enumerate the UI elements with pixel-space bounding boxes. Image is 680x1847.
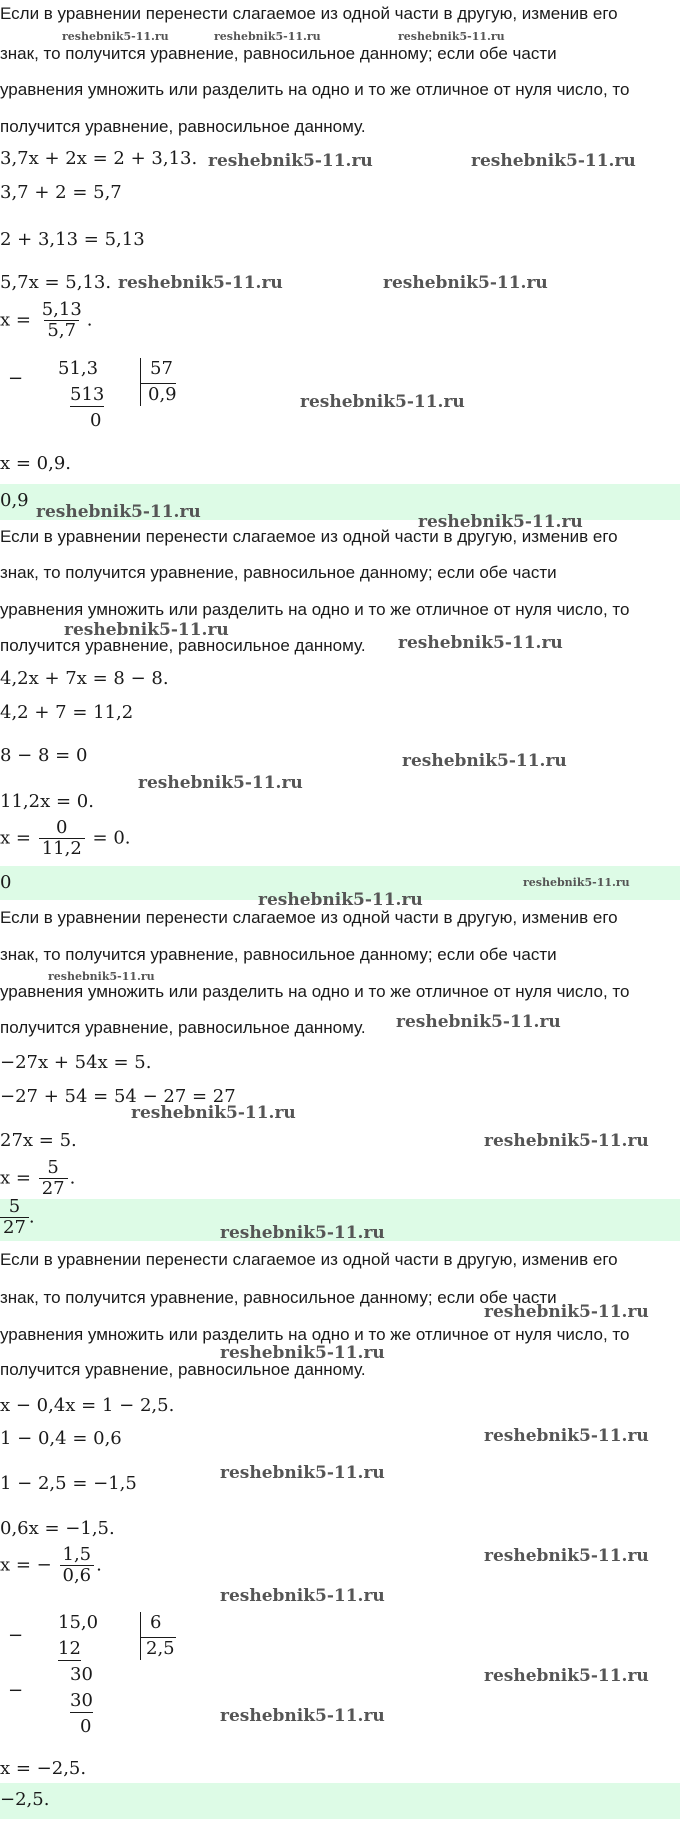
watermark: reshebnik5-11.ru bbox=[402, 751, 567, 771]
rule-text-line: получится уравнение, равносильное данному. bbox=[0, 1018, 366, 1037]
rule-text-line: получится уравнение, равносильное данному. bbox=[0, 1360, 366, 1379]
watermark: reshebnik5-11.ru bbox=[220, 1343, 385, 1363]
numerator: 5 bbox=[8, 1199, 21, 1217]
rule-text-line: Если в уравнении перенести слагаемое из одной части в другую, изменив его bbox=[0, 908, 618, 927]
watermark: reshebnik5-11.ru bbox=[398, 633, 563, 653]
x-lhs: x = bbox=[0, 827, 31, 849]
watermark: reshebnik5-11.ru bbox=[118, 273, 283, 293]
division-dividend: 15,0 bbox=[58, 1612, 99, 1633]
calc-step: 2 + 3,13 = 5,13 bbox=[0, 229, 145, 250]
watermark: reshebnik5-11.ru bbox=[131, 1103, 296, 1123]
rule-text-line: Если в уравнении перенести слагаемое из одной части в другую, изменив его bbox=[0, 527, 618, 546]
watermark: reshebnik5-11.ru bbox=[471, 151, 636, 171]
rule-text-line: знак, то получится уравнение, равносильное данному; если обе части bbox=[0, 44, 557, 63]
watermark: reshebnik5-11.ru bbox=[484, 1426, 649, 1446]
answer-value: 0,9 bbox=[0, 490, 29, 511]
fraction bbox=[39, 1158, 68, 1199]
rule-text-line: знак, то получится уравнение, равносильное данному; если обе части bbox=[0, 563, 557, 582]
rule-text-line: знак, то получится уравнение, равносильное данному; если обе части bbox=[0, 1288, 557, 1307]
division-remainder: 0 bbox=[80, 1716, 92, 1737]
watermark: reshebnik5-11.ru bbox=[138, 773, 303, 793]
fraction-expression: x = − $\frac{1,5}{0,6}$ . bbox=[0, 1544, 102, 1586]
fraction-expression bbox=[0, 818, 131, 859]
numerator: 5 bbox=[47, 1157, 59, 1178]
answer-fraction: $\frac{5}{27}$ . bbox=[0, 1199, 35, 1238]
rule-text-line: уравнения умножить или разделить на одно и то же отличное от нуля число, то bbox=[0, 1325, 630, 1344]
division-partial: 30 bbox=[70, 1664, 93, 1685]
division-remainder: 0 bbox=[90, 410, 102, 431]
division-minus: − bbox=[8, 1680, 24, 1701]
equation: x − 0,4x = 1 − 2,5. bbox=[0, 1395, 175, 1416]
rule-text-line: знак, то получится уравнение, равносильное данному; если обе части bbox=[0, 945, 557, 964]
answer-box bbox=[0, 1199, 680, 1241]
numerator: 0 bbox=[56, 817, 68, 838]
fraction bbox=[39, 818, 85, 859]
watermark: reshebnik5-11.ru bbox=[48, 970, 155, 983]
division-divisor: 6 bbox=[150, 1612, 162, 1633]
watermark: reshebnik5-11.ru bbox=[484, 1302, 649, 1322]
x-lhs: x = bbox=[0, 309, 31, 331]
rule-text-line: Если в уравнении перенести слагаемое из одной части в другую, изменив его bbox=[0, 4, 618, 23]
calc-step: 8 − 8 = 0 bbox=[0, 745, 88, 766]
watermark: reshebnik5-11.ru bbox=[484, 1131, 649, 1151]
watermark: reshebnik5-11.ru bbox=[214, 30, 321, 43]
fraction-expression: x = $\frac{5}{27}$ . bbox=[0, 1157, 76, 1199]
watermark: reshebnik5-11.ru bbox=[64, 620, 229, 640]
equation: 3,7x + 2x = 2 + 3,13. bbox=[0, 148, 198, 169]
division-quotient: 0,9 bbox=[148, 384, 177, 405]
calc-step: 1 − 2,5 = −1,5 bbox=[0, 1473, 137, 1494]
equation: −27x + 54x = 5. bbox=[0, 1052, 152, 1073]
calc-step: 11,2x = 0. bbox=[0, 791, 94, 812]
rule-text-line: уравнения умножить или разделить на одно и то же отличное от нуля число, то bbox=[0, 600, 630, 619]
watermark: reshebnik5-11.ru bbox=[383, 273, 548, 293]
answer-value: 0 bbox=[0, 872, 12, 893]
calc-step: 5,7x = 5,13. bbox=[0, 272, 112, 293]
watermark: reshebnik5-11.ru bbox=[220, 1463, 385, 1483]
watermark: reshebnik5-11.ru bbox=[220, 1586, 385, 1606]
watermark: reshebnik5-11.ru bbox=[62, 30, 169, 43]
result: x = 0,9. bbox=[0, 453, 72, 474]
watermark: reshebnik5-11.ru bbox=[484, 1666, 649, 1686]
watermark: reshebnik5-11.ru bbox=[523, 876, 630, 889]
rule-text-line: Если в уравнении перенести слагаемое из одной части в другую, изменив его bbox=[0, 1250, 618, 1269]
division-subtrahend: 513 bbox=[70, 384, 105, 405]
denominator: 0,6 bbox=[60, 1565, 95, 1586]
division-dividend: 51,3 bbox=[58, 358, 99, 379]
x-lhs: x = − bbox=[0, 1554, 52, 1576]
watermark: reshebnik5-11.ru bbox=[396, 1012, 561, 1032]
result: x = −2,5. bbox=[0, 1758, 87, 1779]
numerator: 5,13 bbox=[41, 299, 82, 320]
watermark: reshebnik5-11.ru bbox=[418, 512, 583, 532]
division-minus: − bbox=[8, 368, 24, 389]
watermark: reshebnik5-11.ru bbox=[258, 890, 423, 910]
division-quotient: 2,5 bbox=[146, 1638, 175, 1659]
watermark: reshebnik5-11.ru bbox=[208, 151, 373, 171]
calc-step: 0,6x = −1,5. bbox=[0, 1518, 115, 1539]
division-subtrahend: 12 bbox=[58, 1638, 81, 1659]
calc-step: 4,2 + 7 = 11,2 bbox=[0, 702, 134, 723]
answer-value: −2,5. bbox=[0, 1789, 50, 1810]
watermark: reshebnik5-11.ru bbox=[300, 392, 465, 412]
fraction bbox=[60, 1545, 95, 1586]
rule-text-line: получится уравнение, равносильное данному. bbox=[0, 636, 366, 655]
fraction bbox=[39, 300, 85, 341]
equation: 4,2x + 7x = 8 − 8. bbox=[0, 668, 169, 689]
calc-step: 3,7 + 2 = 5,7 bbox=[0, 182, 122, 203]
rule-text-line: получится уравнение, равносильное данному. bbox=[0, 117, 366, 136]
numerator: 1,5 bbox=[62, 1544, 92, 1565]
watermark: reshebnik5-11.ru bbox=[220, 1706, 385, 1726]
watermark: reshebnik5-11.ru bbox=[484, 1546, 649, 1566]
calc-step: −27 + 54 = 54 − 27 = 27 bbox=[0, 1086, 236, 1107]
watermark: reshebnik5-11.ru bbox=[36, 502, 201, 522]
rule-text-line: уравнения умножить или разделить на одно и то же отличное от нуля число, то bbox=[0, 80, 630, 99]
denominator: 27 bbox=[0, 1217, 29, 1238]
x-lhs: x = bbox=[0, 1167, 31, 1189]
watermark: reshebnik5-11.ru bbox=[398, 30, 505, 43]
fraction-expression: x = $\frac{5,13}{5,7}$ . bbox=[0, 299, 93, 341]
division-minus: − bbox=[8, 1625, 24, 1646]
fraction bbox=[0, 1199, 29, 1238]
division-divisor: 57 bbox=[150, 358, 173, 379]
denominator: 27 bbox=[39, 1178, 68, 1199]
rule-text-line: уравнения умножить или разделить на одно и то же отличное от нуля число, то bbox=[0, 982, 630, 1001]
denominator: 11,2 bbox=[39, 838, 85, 859]
fraction-tail: = 0. bbox=[92, 827, 131, 849]
calc-step: 27x = 5. bbox=[0, 1130, 77, 1151]
calc-step: 1 − 0,4 = 0,6 bbox=[0, 1428, 122, 1449]
answer-box bbox=[0, 1783, 680, 1819]
division-subtrahend: 30 bbox=[70, 1690, 93, 1711]
watermark: reshebnik5-11.ru bbox=[220, 1223, 385, 1241]
denominator: 5,7 bbox=[44, 320, 79, 341]
